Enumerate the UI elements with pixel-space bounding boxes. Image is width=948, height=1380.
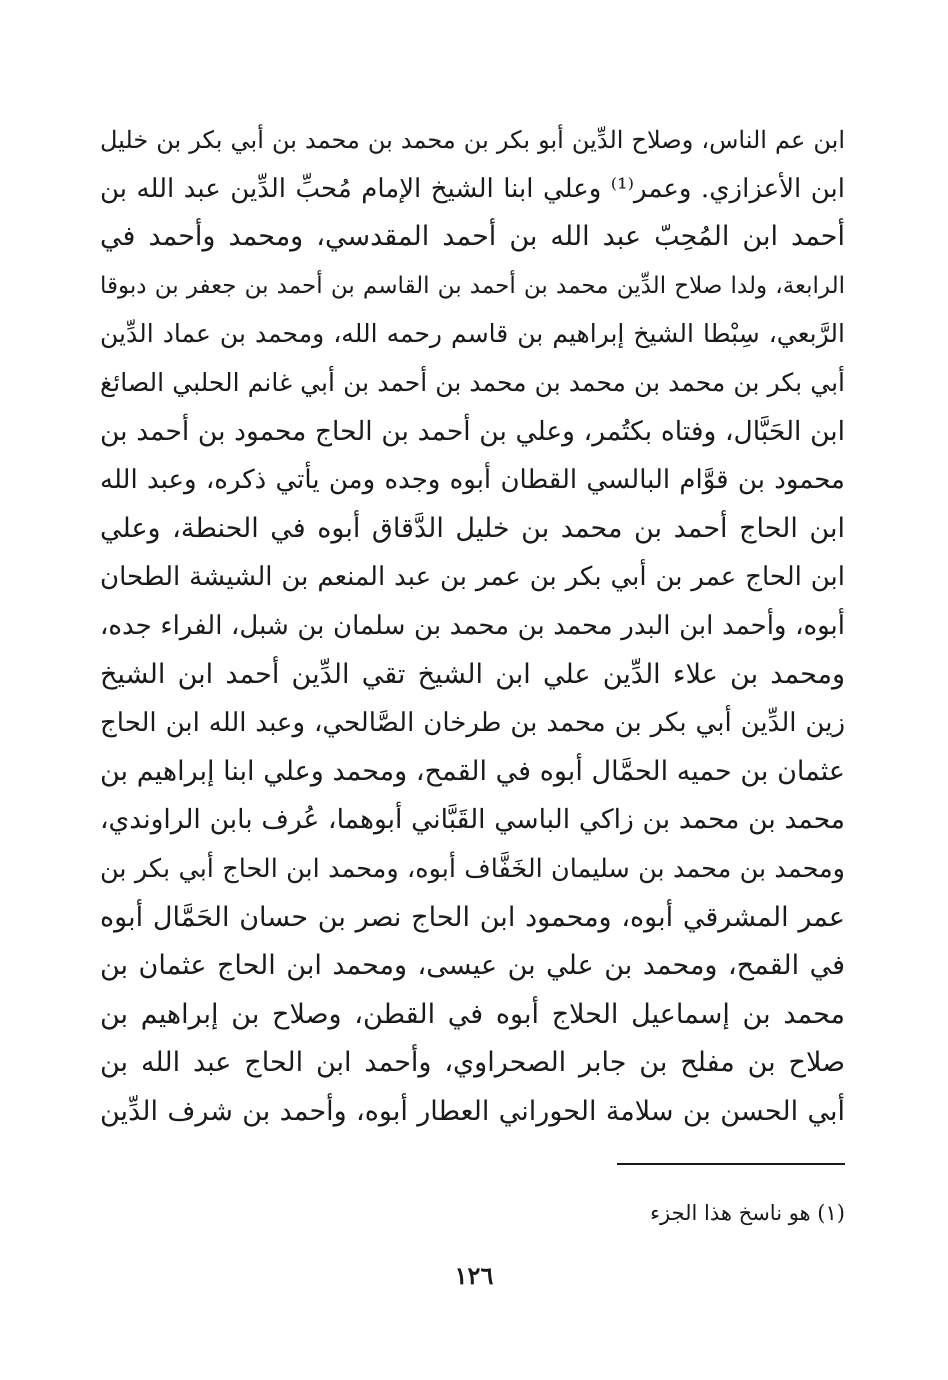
footnote-separator xyxy=(617,1163,845,1165)
text-line-1: ابن عم الناس، وصلاح الدِّين أبو بكر بن محمد بن محمد بن أبي بكر بن خليل xyxy=(100,126,845,154)
main-text-block xyxy=(100,116,845,1136)
text-line-21: أبي الحسن بن سلامة الحوراني العطار أبوه، وأحمد بن شرف الدِّين xyxy=(100,1095,845,1127)
text-line-14: عثمان بن حميه الحمَّال أبوه في القمح، ومحمد وعلي ابنا إبراهيم بن xyxy=(100,755,845,787)
text-line-7: ابن الحَبَّال، وفتاه بكتُمر، وعلي بن أحمد بن الحاج محمود بن أحمد بن xyxy=(100,415,845,447)
text-line-18: في القمح، ومحمد بن علي بن عيسى، ومحمد ابن الحاج عثمان بن xyxy=(100,950,845,982)
text-line-8: محمود بن قوَّام البالسي القطان أبوه وجده ومن يأتي ذكره، وعبد الله xyxy=(100,465,845,496)
page-number: ١٢٦ xyxy=(454,1261,494,1290)
text-line-12: ومحمد بن علاء الدِّين علي ابن الشيخ تقي الدِّين أحمد ابن الشيخ xyxy=(100,658,845,690)
text-line-17: عمر المشرقي أبوه، ومحمود ابن الحاج نصر بن حسان الحَمَّال أبوه xyxy=(100,901,845,933)
text-line-3: أحمد ابن المُحِبّ عبد الله بن أحمد المقدسي، ومحمد وأحمد في xyxy=(100,221,845,253)
text-line-11: أبوه، وأحمد ابن البدر محمد بن محمد بن سلمان بن شبل، الفراء جده، xyxy=(100,610,845,641)
text-line-15: محمد بن محمد بن زاكي الباسي القَبَّاني أبوهما، عُرف بابن الراوندي، xyxy=(100,804,845,836)
text-line-2: ابن الأعزازي. وعمر⁽¹⁾ وعلي ابنا الشيخ الإمام مُحبِّ الدِّين عبد الله بن xyxy=(100,173,845,204)
text-line-9: ابن الحاج أحمد بن محمد بن خليل الدَّقاق أبوه في الحنطة، وعلي xyxy=(100,512,845,544)
text-line-20: صلاح بن مفلح بن جابر الصحراوي، وأحمد ابن الحاج عبد الله بن xyxy=(100,1047,845,1079)
text-line-5: الرَّبعي، سِبْطا الشيخ إبراهيم بن قاسم رحمه الله، ومحمد بن عماد الدِّين xyxy=(100,319,845,349)
text-line-16: ومحمد بن محمد بن سليمان الخَفَّاف أبوه، ومحمد ابن الحاج أبي بكر بن xyxy=(100,853,845,884)
text-line-19: محمد بن إسماعيل الحلاج أبوه في القطن، وصلاح بن إبراهيم بن xyxy=(100,998,845,1030)
text-line-6: أبي بكر بن محمد بن محمد بن محمد بن أحمد بن أبي غانم الحلبي الصائغ xyxy=(100,367,845,397)
text-line-13: زين الدِّين أبي بكر بن محمد بن طرخان الصَّالحي، وعبد الله ابن الحاج xyxy=(100,708,845,739)
text-line-10: ابن الحاج عمر بن أبي بكر بن عمر بن عبد المنعم بن الشيشة الطحان xyxy=(100,562,845,593)
text-line-4: الرابعة، ولدا صلاح الدِّين محمد بن أحمد بن القاسم بن أحمد بن جعفر بن دبوقا xyxy=(100,272,845,299)
footnote: (١) هو ناسخ هذا الجزء xyxy=(650,1201,845,1225)
